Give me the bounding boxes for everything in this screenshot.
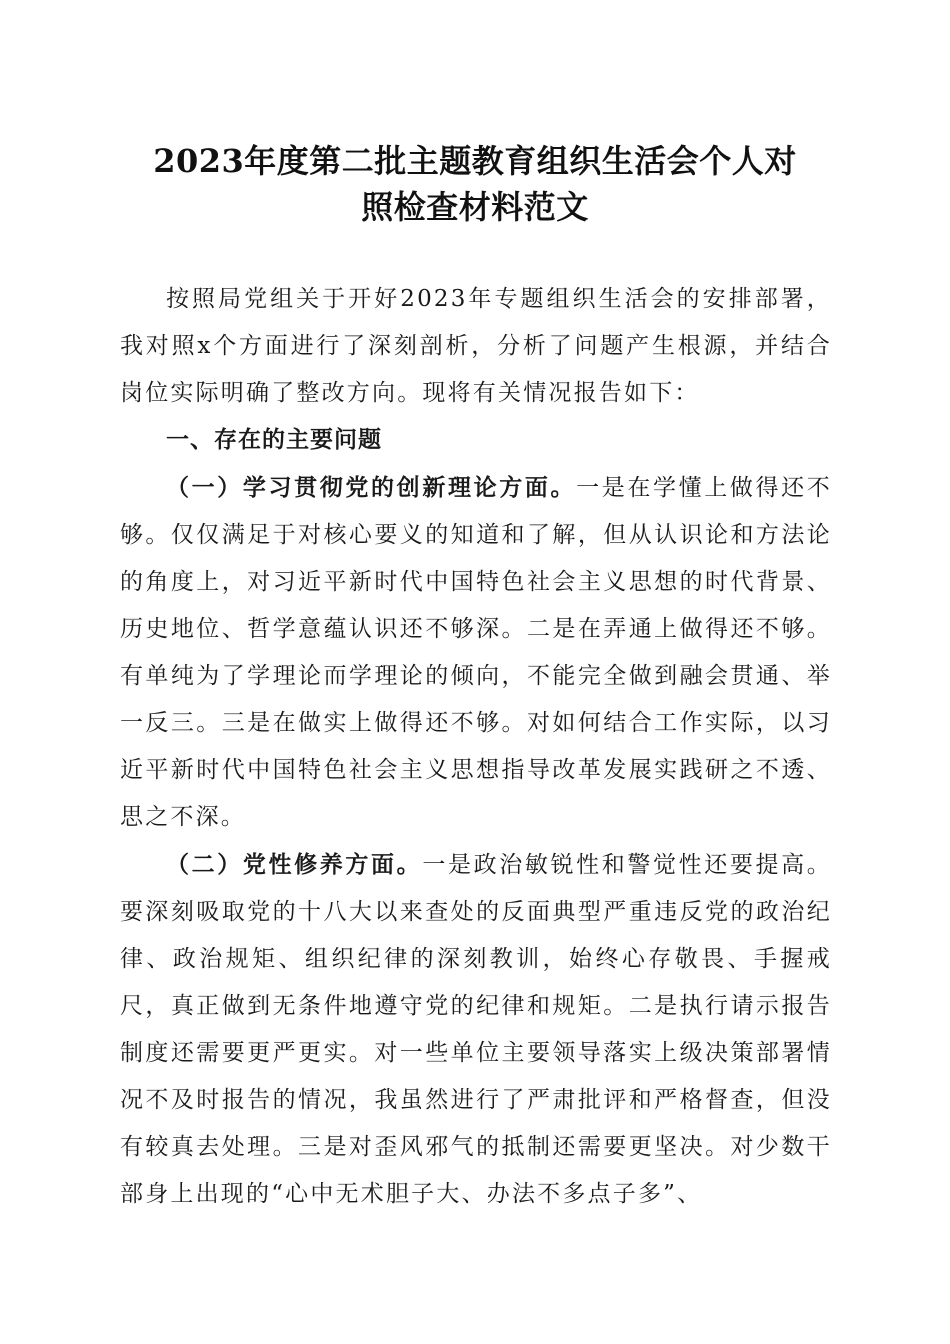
item-2-lead: （二）党性修养方面。 (166, 851, 423, 878)
item-1-text: 一是在学懂上做得还不够。仅仅满足于对核心要义的知道和了解，但从认识论和方法论的角度上，对习近平新时代中国特色社会主义思想的时代背景、历史地位、哲学意蕴认识还不够深。二是在弄通上做得还不够。有单纯为了学理论而学理论的倾向，不能完全做到融会贯通、举一反三。三是在做实上做得还不够。对如何结合工作实际，以习近平新时代中国特色社会主义思想指导改革发展实践研之不透、思之不深。 (120, 475, 833, 830)
section-heading: 一、存在的主要问题 (166, 427, 382, 453)
document-body (120, 276, 832, 1218)
item-1-paragraph (120, 464, 832, 841)
item-1-lead: （一）学习贯彻党的创新理论方面。 (166, 474, 577, 501)
title-line-1: 2023年度第二批主题教育组织生活会个人对 (153, 142, 797, 180)
title-line-2: 照检查材料范文 (361, 188, 589, 226)
item-2-text: 一是政治敏锐性和警觉性还要提高。要深刻吸取党的十八大以来查处的反面典型严重违反党的政治纪律、政治规矩、组织纪律的深刻教训，始终心存敬畏、手握戒尺，真正做到无条件地遵守党的纪律和规矩。二是执行请示报告制度还需要更严更实。对一些单位主要领导落实上级决策部署情况不及时报告的情况，我虽然进行了严肃批评和严格督查，但没有较真去处理。三是对歪风邪气的抵制还需要更坚决。对少数干部身上出现的“心中无术胆子大、办法不多点子多”、 (120, 852, 833, 1207)
item-2-paragraph (120, 841, 832, 1218)
document-title (110, 138, 840, 230)
intro-paragraph: 按照局党组关于开好2023年专题组织生活会的安排部署，我对照x个方面进行了深刻剖析，分析了问题产生根源，并结合岗位实际明确了整改方向。现将有关情况报告如下： (120, 286, 832, 406)
